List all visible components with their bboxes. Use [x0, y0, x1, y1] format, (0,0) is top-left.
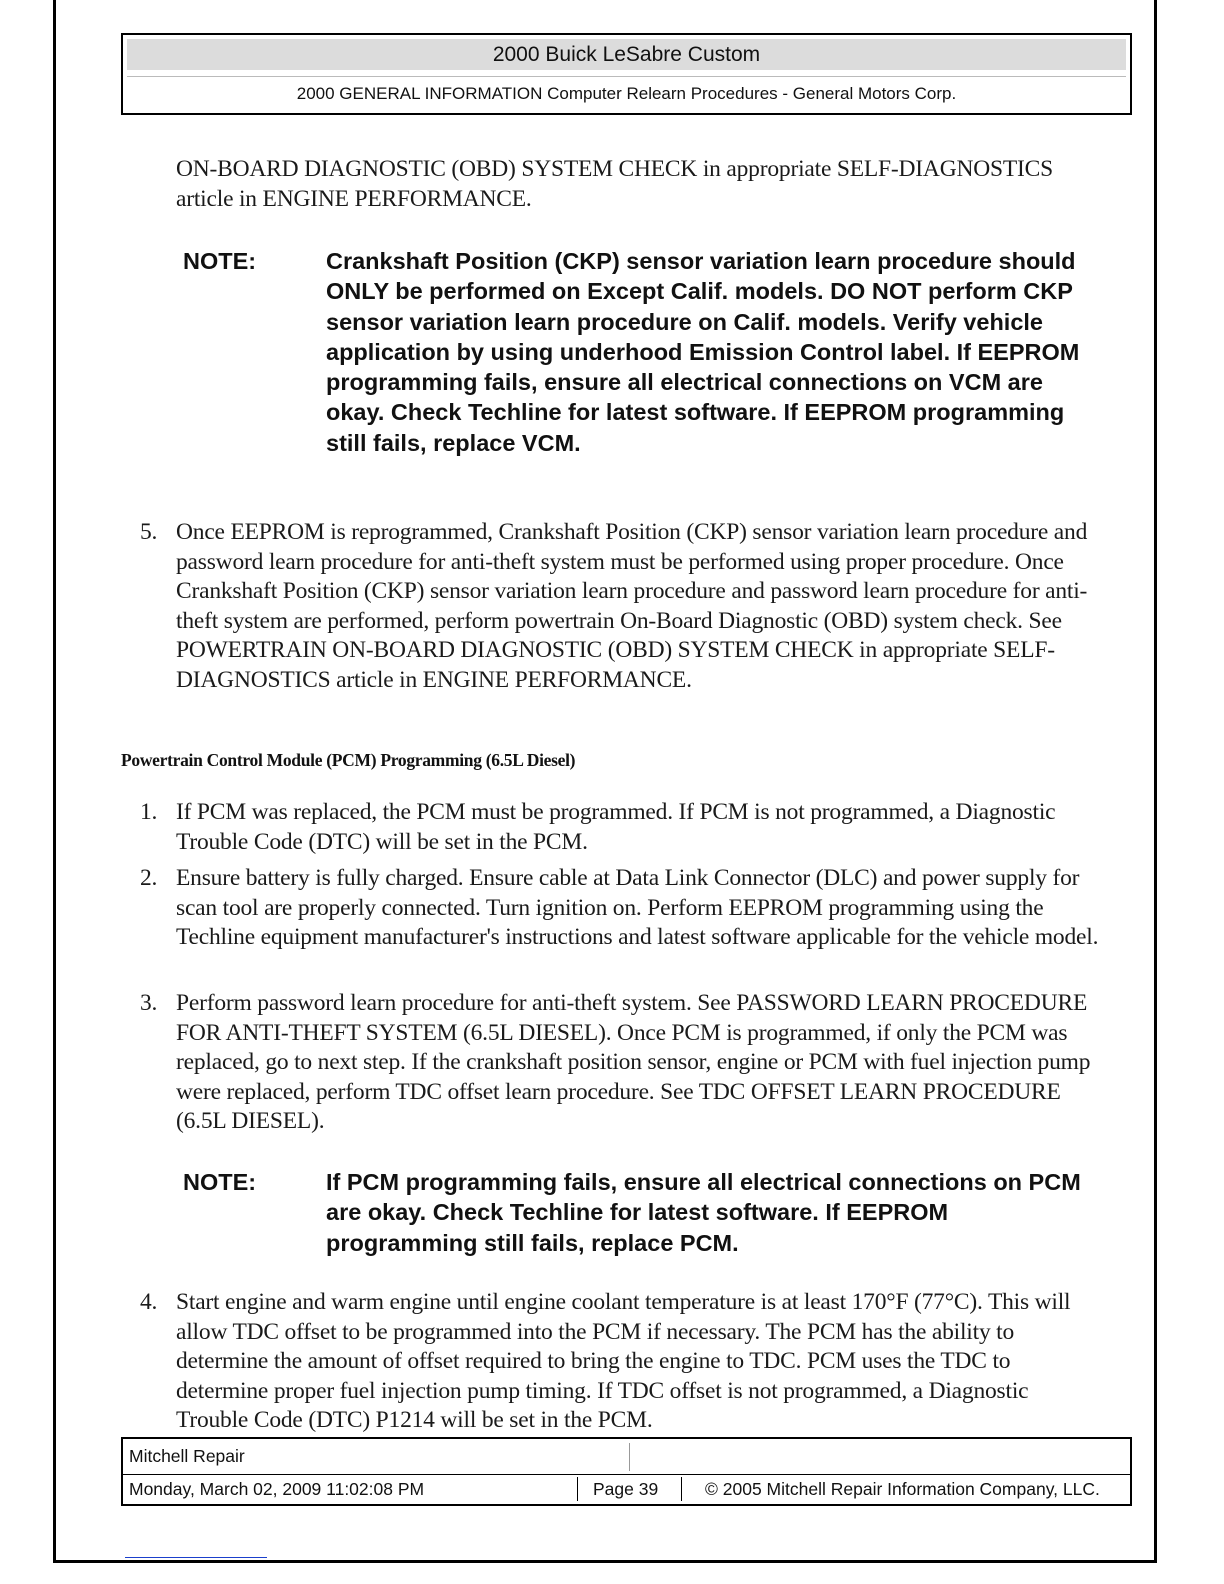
list-item-text: Once EEPROM is reprogrammed, Crankshaft Position (CKP) sensor variation learn procedure and password learn procedure for anti-theft system must be performed using proper procedure. Once Crankshaft Position (CKP) sensor variation learn procedure and password learn procedure for anti-theft system are performed, perform powertrain On-Board Diagnostic (OBD) system check. See POWERTRAIN ON-BOARD DIAGNOSTIC (OBD) SYSTEM CHECK in appropriate SELF-DIAGNOSTICS article in ENGINE PERFORMANCE.: [176, 519, 1088, 693]
list-item-text: Ensure battery is fully charged. Ensure cable at Data Link Connector (DLC) and power supply for scan tool are properly connected. Turn ignition on. Perform EEPROM programming using the Techline equipment manufacturer's instructions and latest software applicable for the vehicle model.: [176, 865, 1099, 950]
list-item-text: Start engine and warm engine until engine coolant temperature is at least 170°F (77°C). This will allow TDC offset to be programmed into the PCM if necessary. The PCM has the ability to determine the amount of offset required to bring the engine to TDC. PCM uses the TDC to determine proper fuel injection pump timing. If TDC offset is not programmed, a Diagnostic Trouble Code (DTC) P1214 will be set in the PCM.: [176, 1289, 1071, 1433]
list-item-text: If PCM was replaced, the PCM must be programmed. If PCM is not programmed, a Diagnostic Trouble Code (DTC) will be set in the PCM.: [176, 799, 1056, 855]
list-item-number: 1.: [140, 799, 158, 825]
footer-divider: [681, 1477, 682, 1501]
list-item: [140, 798, 1101, 857]
list-item: [140, 518, 1101, 695]
list-item-number: 5.: [140, 519, 158, 545]
list-item-number: 2.: [140, 865, 158, 891]
document-footer: [121, 1437, 1132, 1506]
footer-company: Mitchell Repair: [129, 1446, 245, 1466]
footer-bottom-row: [123, 1474, 1130, 1504]
intro-paragraph: ON-BOARD DIAGNOSTIC (OBD) SYSTEM CHECK in appropriate SELF-DIAGNOSTICS article in ENGINE PERFORMANCE.: [176, 156, 1054, 212]
note-text: Crankshaft Position (CKP) sensor variation learn procedure should ONLY be performed on Except Calif. models. DO NOT perform CKP sensor variation learn procedure on Calif. models. Verify vehicle application by using underhood Emission Control label. If EEPROM programming fails, ensure all electrical connections on VCM are okay. Check Techline for latest software. If EEPROM programming still fails, replace VCM.: [326, 248, 1080, 456]
list-item-number: 4.: [140, 1289, 158, 1315]
footer-copyright: © 2005 Mitchell Repair Information Company, LLC.: [705, 1479, 1100, 1499]
document-title: 2000 Buick LeSabre Custom: [127, 39, 1126, 70]
bottom-link-line: [125, 1557, 267, 1558]
footer-top-row: [123, 1439, 1130, 1475]
document-subtitle: 2000 GENERAL INFORMATION Computer Relearn Procedures - General Motors Corp.: [127, 76, 1126, 110]
footer-divider: [577, 1477, 578, 1501]
list-item: [140, 989, 1101, 1137]
list-item-number: 3.: [140, 990, 158, 1016]
note-label: NOTE:: [183, 1169, 257, 1195]
document-header: [121, 33, 1132, 115]
note-text: If PCM programming fails, ensure all electrical connections on PCM are okay. Check Techline for latest software. If EEPROM programming still fails, replace PCM.: [326, 1169, 1081, 1256]
footer-page-number: Page 39: [593, 1479, 659, 1499]
section-title: Powertrain Control Module (PCM) Programming (6.5L Diesel): [121, 750, 576, 770]
list-item: [140, 864, 1101, 953]
footer-divider: [629, 1443, 630, 1471]
note-label: NOTE:: [183, 248, 257, 274]
list-item-text: Perform password learn procedure for anti-theft system. See PASSWORD LEARN PROCEDURE FOR ANTI-THEFT SYSTEM (6.5L DIESEL). Once PCM is programmed, if only the PCM was replaced, go to next step. If the crankshaft position sensor, engine or PCM with fuel injection pump were replaced, perform TDC offset learn procedure. See TDC OFFSET LEARN PROCEDURE (6.5L DIESEL).: [176, 990, 1091, 1134]
list-item: [140, 1288, 1101, 1436]
footer-date: Monday, March 02, 2009 11:02:08 PM: [129, 1479, 425, 1499]
